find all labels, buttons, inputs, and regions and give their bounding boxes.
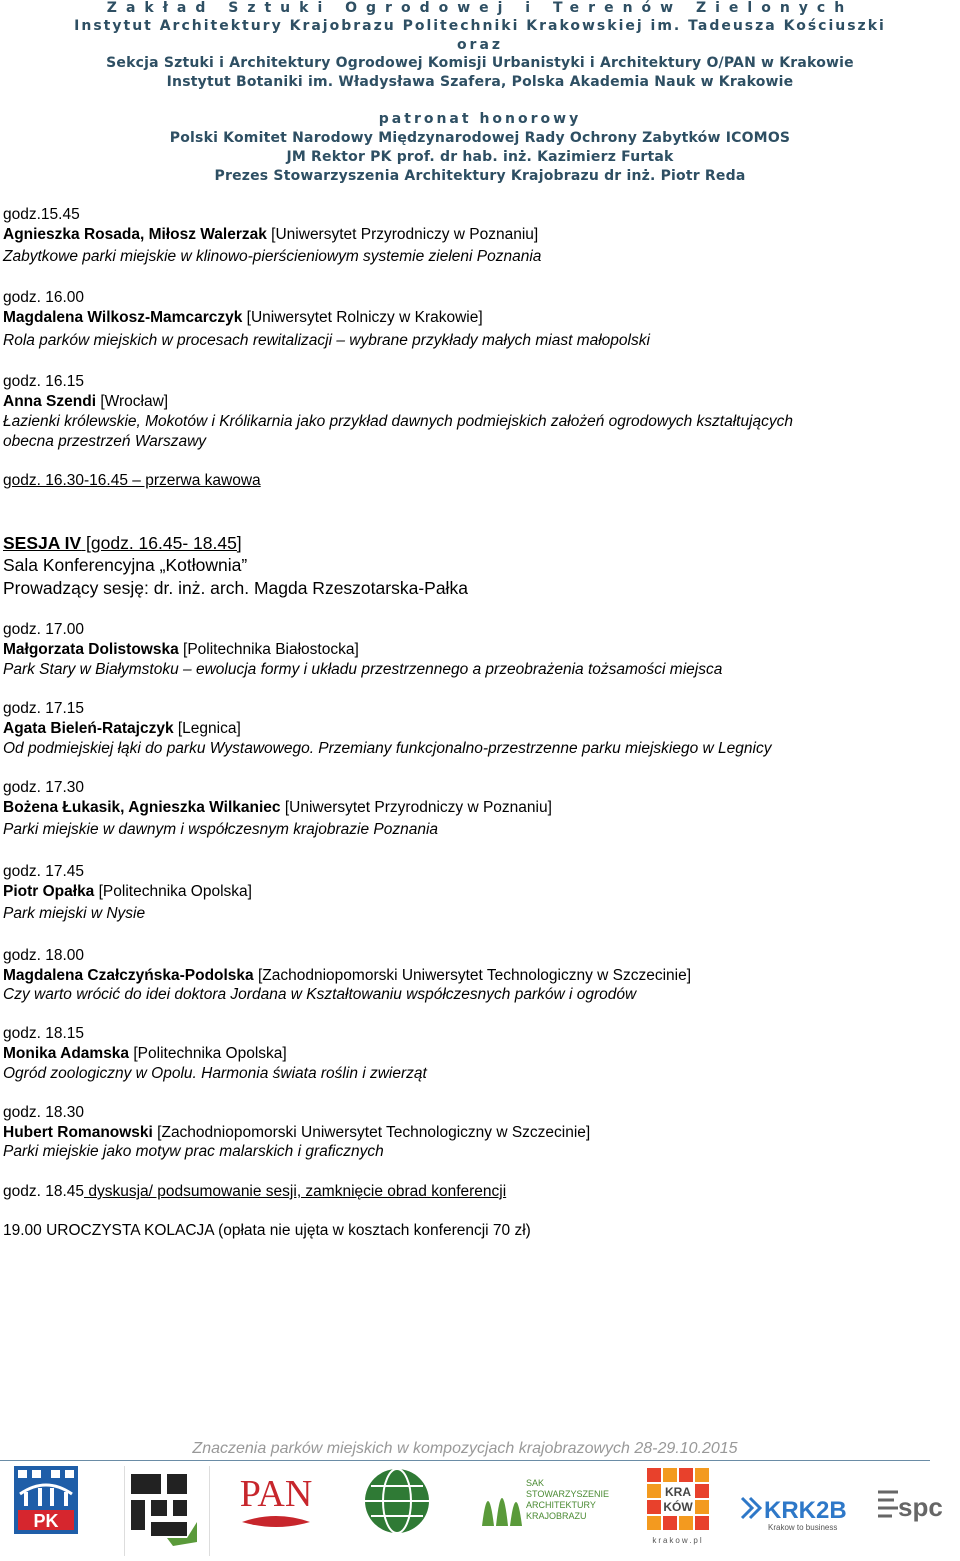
header-line-8: JM Rektor PK prof. dr hab. inż. Kazimierz Furtak [286, 149, 674, 165]
zaklad-logo [124, 1466, 210, 1556]
authors: Bożena Łukasik, Agnieszka Wilkaniec [3, 799, 281, 816]
krakow-line-2: KÓW [663, 1500, 693, 1514]
krakow-line-1: KRA [665, 1485, 691, 1499]
speaker-1715 [3, 719, 241, 739]
time-1600: godz. 16.00 [3, 289, 85, 306]
title-1730: Parki miejskie w dawnym i współczesnym krajobrazie Poznania [3, 821, 439, 838]
header-line-2: Instytut Architektury Krajobrazu Politechniki Krakowskiej im. Tadeusza Kościuszki [74, 18, 886, 34]
affiliation: [Wrocław] [96, 393, 169, 410]
time-1700: godz. 17.00 [3, 621, 85, 638]
krk2b-sub: Krakow to business [768, 1523, 838, 1532]
session-chair: Prowadzący sesję: dr. inż. arch. Magda Rzeszotarska-Pałka [3, 578, 468, 598]
title-1715: Od podmiejskiej łąki do parku Wystawowego. Przemiany funkcjonalno-przestrzenne parku miejskiego w Legnicy [3, 740, 772, 757]
affiliation: [Politechnika Opolska] [94, 883, 252, 900]
session-room: Sala Konferencyjna „Kotłownia” [3, 555, 248, 575]
speaker-1815 [3, 1044, 287, 1064]
time-1745: godz. 17.45 [3, 863, 85, 880]
authors: Agnieszka Rosada, Miłosz Walerzak [3, 226, 267, 243]
footer-divider [0, 1460, 930, 1461]
sak-logo [474, 1466, 614, 1536]
title-1600: Rola parków miejskich w procesach rewitalizacji – wybrane przykłady małych miast małopolski [3, 332, 650, 349]
time-1830: godz. 18.30 [3, 1104, 85, 1121]
time-1615: godz. 16.15 [3, 373, 85, 390]
speaker-1600 [3, 308, 483, 328]
header-line-1: Zakład Sztuki Ogrodowej i Terenów Zielonych [106, 0, 854, 16]
footer-text: Znaczenia parków miejskich w kompozycjach krajobrazowych 28-29.10.2015 [192, 1440, 738, 1457]
authors: Agata Bieleń-Ratajczyk [3, 720, 174, 737]
globe-logo [355, 1466, 439, 1536]
title-1615-line-2: obecna przestrzeń Warszawy [3, 433, 207, 450]
sponsor-logos [0, 1466, 960, 1556]
header-line-3: oraz [456, 37, 504, 53]
authors: Magdalena Czałczyńska-Podolska [3, 967, 254, 984]
affiliation: [Uniwersytet Przyrodniczy w Poznaniu] [280, 799, 552, 816]
sak-line-3: ARCHITEKTURY [526, 1500, 596, 1510]
krakow-logo [645, 1466, 717, 1548]
dinner: 19.00 UROCZYSTA KOLACJA (opłata nie ujęta w kosztach konferencji 70 zł) [3, 1222, 531, 1239]
speaker-1800 [3, 966, 691, 986]
header-line-9: Prezes Stowarzyszenia Architektury Krajobrazu dr inż. Piotr Reda [214, 168, 746, 184]
authors: Hubert Romanowski [3, 1124, 153, 1141]
spc-text: spc [898, 1492, 943, 1522]
authors: Monika Adamska [3, 1045, 130, 1062]
sak-line-1: SAK [526, 1478, 545, 1488]
header-line-7: Polski Komitet Narodowy Międzynarodowej Rady Ochrony Zabytków ICOMOS [169, 130, 791, 146]
authors: Piotr Opałka [3, 883, 95, 900]
time-1730: godz. 17.30 [3, 779, 85, 796]
pk-logo-text: PK [33, 1511, 59, 1531]
title-1815: Ogród zoologiczny w Opolu. Harmonia świata roślin i zwierząt [3, 1065, 427, 1082]
title-1700: Park Stary w Białymstoku – ewolucja formy i układu przestrzennego a przeobrażenia tożsamości miejsca [3, 661, 723, 678]
spc-logo [874, 1484, 956, 1544]
affiliation: [Zachodniopomorski Uniwersytet Technologiczny w Szczecinie] [253, 967, 692, 984]
pan-logo [234, 1466, 318, 1536]
header-patronat: patronat honorowy [378, 111, 582, 127]
closing [3, 1182, 506, 1202]
speaker-1830 [3, 1123, 590, 1143]
krk2b-logo [740, 1488, 868, 1548]
affiliation: [Politechnika Białostocka] [178, 641, 359, 658]
header-line-5: Instytut Botaniki im. Władysława Szafera, Polska Akademia Nauk w Krakowie [166, 74, 794, 90]
time-1845: godz. 18.45 [3, 1183, 85, 1200]
speaker-1615 [3, 392, 168, 412]
sak-line-2: STOWARZYSZENIE [526, 1489, 610, 1499]
speaker-1745 [3, 882, 252, 902]
affiliation: [Legnica] [173, 720, 241, 737]
time-1800: godz. 18.00 [3, 947, 85, 964]
speaker-1700 [3, 640, 359, 660]
authors: Magdalena Wilkosz-Mamcarczyk [3, 309, 243, 326]
sak-line-4: KRAJOBRAZU [526, 1511, 587, 1521]
authors: Małgorzata Dolistowska [3, 641, 179, 658]
session-label: SESJA IV [3, 533, 82, 553]
coffee-break: godz. 16.30-16.45 – przerwa kawowa [3, 472, 261, 489]
pk-logo [14, 1466, 78, 1534]
pan-logo-text: PAN [239, 1473, 313, 1515]
title-1545: Zabytkowe parki miejskie w klinowo-pierścieniowym systemie zieleni Poznania [3, 248, 542, 265]
title-1745: Park miejski w Nysie [3, 905, 146, 922]
krk2b-text: KRK2B [764, 1497, 847, 1524]
session-time: [godz. 16.45- 18.45] [81, 533, 242, 553]
title-1800: Czy warto wrócić do idei doktora Jordana w Kształtowaniu współczesnych parków i ogrodów [3, 986, 637, 1003]
title-1615-line-1: Łazienki królewskie, Mokotów i Królikarnia jako przykład dawnych podmiejskich założeń ogrodowych kształtujących [3, 413, 793, 430]
speaker-1545 [3, 225, 538, 245]
time-1715: godz. 17.15 [3, 700, 85, 717]
speaker-1730 [3, 798, 552, 818]
time-1815: godz. 18.15 [3, 1025, 85, 1042]
header-line-4: Sekcja Sztuki i Architektury Ogrodowej Komisji Urbanistyki i Architektury O/PAN w Krakowie [106, 55, 854, 71]
affiliation: [Uniwersytet Rolniczy w Krakowie] [242, 309, 483, 326]
affiliation: [Uniwersytet Przyrodniczy w Poznaniu] [266, 226, 539, 243]
title-1830: Parki miejskie jako motyw prac malarskich i graficznych [3, 1143, 384, 1160]
time-1545: godz.15.45 [3, 206, 80, 223]
authors: Anna Szendi [3, 393, 97, 410]
session-heading [3, 532, 242, 554]
affiliation: [Politechnika Opolska] [129, 1045, 287, 1062]
krakow-url: krakow.pl [652, 1536, 704, 1545]
closing-text: dyskusja/ podsumowanie sesji, zamknięcie obrad konferencji [84, 1183, 507, 1200]
affiliation: [Zachodniopomorski Uniwersytet Technologiczny w Szczecinie] [152, 1124, 591, 1141]
